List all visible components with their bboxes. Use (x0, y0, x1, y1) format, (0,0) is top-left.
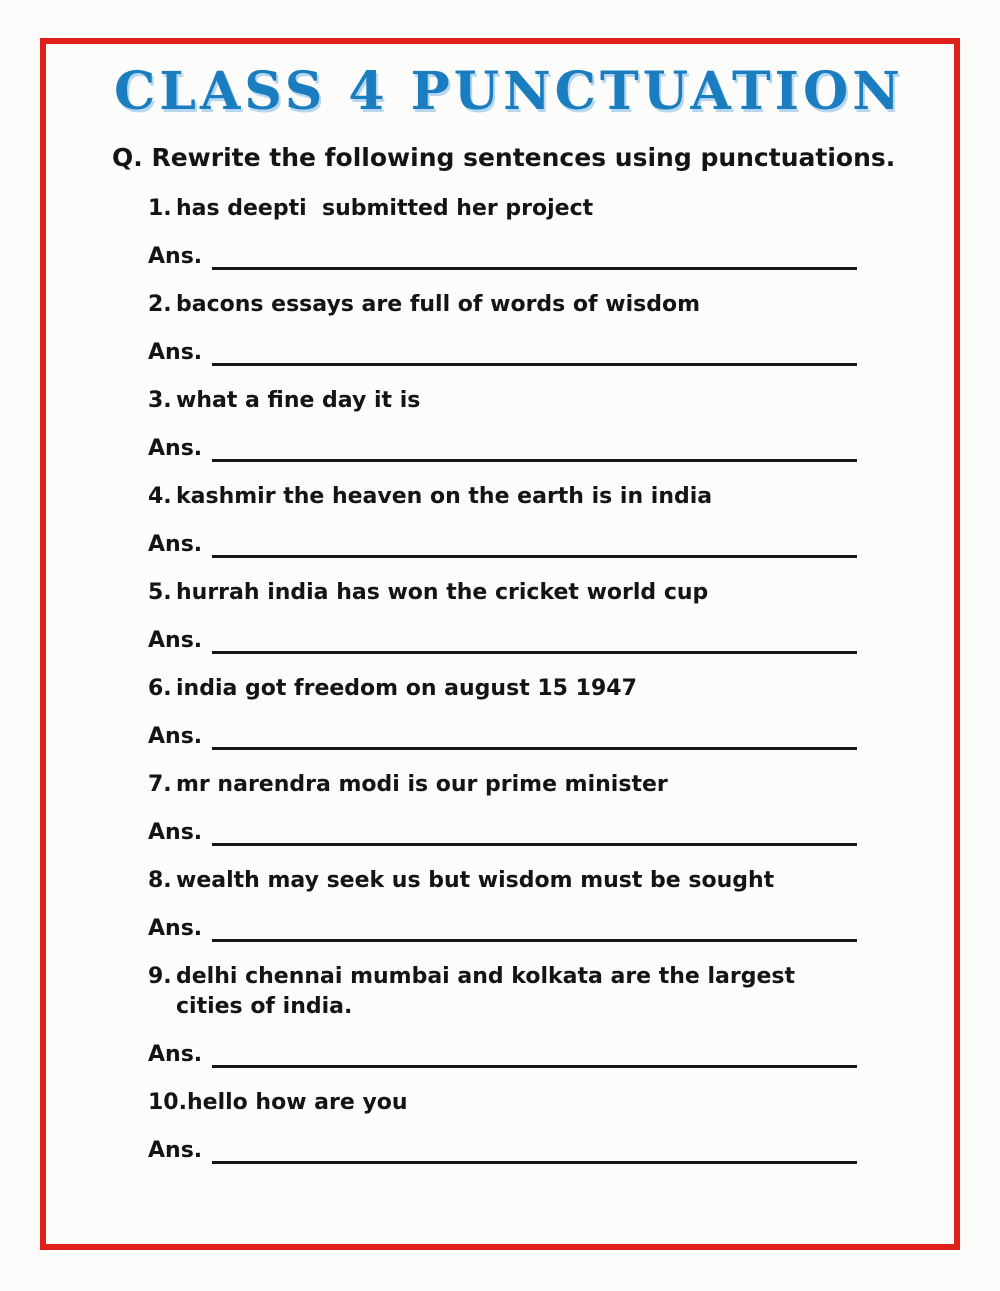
question-text: mr narendra modi is our prime minister (176, 772, 668, 797)
question-number: 9. (148, 964, 172, 989)
question-number: 6. (148, 676, 172, 701)
answer-label: Ans. (148, 724, 203, 749)
question-row (148, 482, 904, 512)
answer-blank-line (212, 245, 857, 270)
question-number: 1. (148, 196, 172, 221)
answer-label: Ans. (148, 628, 203, 653)
question-answer-block (148, 962, 904, 1068)
question-answer-block (148, 866, 904, 942)
answer-blank-line (212, 341, 857, 366)
question-row (148, 194, 904, 224)
question-answer-block (148, 194, 904, 270)
question-answer-block (148, 578, 904, 654)
answer-row (148, 436, 904, 462)
question-answer-block (148, 770, 904, 846)
question-number: 7. (148, 772, 172, 797)
question-row (148, 962, 904, 1022)
question-row (148, 386, 904, 416)
worksheet-frame (40, 38, 960, 1250)
question-text: delhi chennai mumbai and kolkata are the largest cities of india. (176, 964, 803, 1019)
question-number: 2. (148, 292, 172, 317)
question-number: 8. (148, 868, 172, 893)
question-text: what a fine day it is (176, 388, 421, 413)
question-number: 10. (148, 1090, 187, 1115)
question-answer-block (148, 674, 904, 750)
question-heading: Q. Rewrite the following sentences using punctuations. (112, 143, 896, 172)
question-number: 5. (148, 580, 172, 605)
answer-row (148, 1138, 904, 1164)
question-row (148, 674, 904, 704)
question-answer-block (148, 290, 904, 366)
question-text: india got freedom on august 15 1947 (176, 676, 637, 701)
worksheet-title: CLASS 4 PUNCTUATION (114, 61, 904, 122)
question-number: 3. (148, 388, 172, 413)
question-row (148, 578, 904, 608)
answer-label: Ans. (148, 244, 203, 269)
answer-blank-line (212, 821, 857, 846)
question-text: bacons essays are full of words of wisdom (176, 292, 701, 317)
answer-row (148, 244, 904, 270)
answer-row (148, 1042, 904, 1068)
answer-blank-line (212, 629, 857, 654)
question-text: has deepti submitted her project (176, 196, 594, 221)
question-text: hurrah india has won the cricket world cup (176, 580, 709, 605)
question-list (148, 194, 904, 1164)
question-row (148, 290, 904, 320)
answer-blank-line (212, 1043, 857, 1068)
answer-label: Ans. (148, 820, 203, 845)
answer-label: Ans. (148, 916, 203, 941)
answer-row (148, 724, 904, 750)
answer-row (148, 820, 904, 846)
question-number: 4. (148, 484, 172, 509)
answer-row (148, 628, 904, 654)
question-answer-block (148, 386, 904, 462)
question-row (148, 1088, 904, 1118)
question-text: kashmir the heaven on the earth is in india (176, 484, 713, 509)
answer-label: Ans. (148, 340, 203, 365)
answer-row (148, 532, 904, 558)
answer-label: Ans. (148, 532, 203, 557)
answer-label: Ans. (148, 436, 203, 461)
question-row (148, 770, 904, 800)
answer-label: Ans. (148, 1042, 203, 1067)
question-answer-block (148, 1088, 904, 1164)
question-text: hello how are you (186, 1090, 408, 1115)
answer-row (148, 916, 904, 942)
answer-blank-line (212, 533, 857, 558)
question-text: wealth may seek us but wisdom must be sought (176, 868, 775, 893)
answer-blank-line (212, 437, 857, 462)
answer-row (148, 340, 904, 366)
answer-blank-line (212, 1139, 857, 1164)
answer-label: Ans. (148, 1138, 203, 1163)
answer-blank-line (212, 917, 857, 942)
question-answer-block (148, 482, 904, 558)
answer-blank-line (212, 725, 857, 750)
question-row (148, 866, 904, 896)
